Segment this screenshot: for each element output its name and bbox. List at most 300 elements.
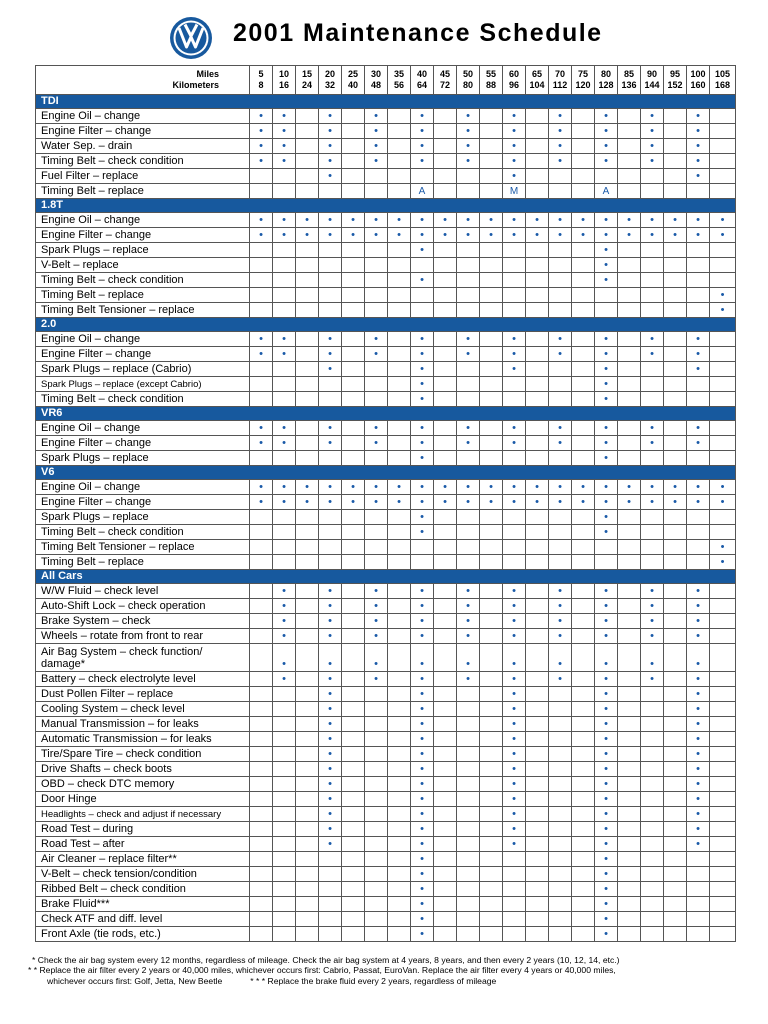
schedule-cell: [503, 392, 526, 407]
schedule-cell: [296, 687, 319, 702]
schedule-cell: [250, 184, 273, 199]
service-label: Headlights – check and adjust if necessary: [36, 807, 250, 822]
schedule-cell: •: [687, 792, 710, 807]
schedule-cell: [572, 629, 595, 644]
interval-miles: 80: [600, 69, 611, 79]
schedule-cell: [434, 614, 457, 629]
schedule-cell: [526, 362, 549, 377]
schedule-cell: •: [595, 822, 618, 837]
schedule-cell: [388, 139, 411, 154]
table-row: [36, 882, 736, 897]
schedule-cell: •: [549, 436, 572, 451]
schedule-cell: [342, 807, 365, 822]
schedule-cell: [526, 377, 549, 392]
service-label: Timing Belt – replace: [36, 288, 250, 303]
schedule-cell: •: [641, 672, 664, 687]
schedule-cell: [457, 362, 480, 377]
schedule-cell: [296, 837, 319, 852]
schedule-cell: [503, 882, 526, 897]
schedule-cell: [388, 599, 411, 614]
schedule-cell: •: [411, 273, 434, 288]
schedule-cell: [365, 392, 388, 407]
schedule-cell: •: [388, 495, 411, 510]
schedule-cell: [618, 717, 641, 732]
schedule-cell: •: [503, 436, 526, 451]
schedule-cell: [250, 377, 273, 392]
schedule-cell: [480, 124, 503, 139]
schedule-cell: •: [411, 837, 434, 852]
schedule-cell: [618, 747, 641, 762]
schedule-cell: •: [503, 732, 526, 747]
schedule-cell: [342, 747, 365, 762]
service-label: Automatic Transmission – for leaks: [36, 732, 250, 747]
schedule-cell: [411, 288, 434, 303]
schedule-cell: •: [595, 154, 618, 169]
schedule-cell: [296, 347, 319, 362]
interval-kilometers: 136: [621, 80, 637, 90]
schedule-cell: [480, 629, 503, 644]
schedule-cell: •: [319, 480, 342, 495]
schedule-cell: [618, 139, 641, 154]
schedule-cell: •: [526, 213, 549, 228]
schedule-cell: [526, 837, 549, 852]
schedule-cell: [595, 303, 618, 318]
schedule-cell: •: [342, 228, 365, 243]
schedule-cell: •: [595, 629, 618, 644]
schedule-cell: [687, 525, 710, 540]
interval-kilometers: 72: [439, 80, 450, 90]
schedule-cell: [710, 912, 736, 927]
schedule-cell: •: [503, 584, 526, 599]
schedule-cell: [434, 777, 457, 792]
schedule-cell: [687, 852, 710, 867]
interval-miles: 35: [393, 69, 404, 79]
schedule-cell: •: [595, 867, 618, 882]
schedule-cell: •: [710, 540, 736, 555]
interval-miles: 60: [508, 69, 519, 79]
schedule-cell: [434, 392, 457, 407]
service-label: Ribbed Belt – check condition: [36, 882, 250, 897]
interval-header: [365, 66, 388, 95]
schedule-cell: [526, 510, 549, 525]
schedule-cell: •: [549, 480, 572, 495]
schedule-cell: [664, 584, 687, 599]
schedule-cell: •: [457, 228, 480, 243]
schedule-cell: [273, 807, 296, 822]
service-label: Manual Transmission – for leaks: [36, 717, 250, 732]
schedule-cell: •: [595, 644, 618, 672]
schedule-cell: [595, 555, 618, 570]
service-label: Engine Filter – change: [36, 495, 250, 510]
schedule-cell: [342, 273, 365, 288]
schedule-cell: [572, 822, 595, 837]
schedule-cell: [664, 837, 687, 852]
schedule-cell: [457, 392, 480, 407]
schedule-cell: [480, 510, 503, 525]
schedule-cell: [503, 867, 526, 882]
schedule-cell: •: [687, 362, 710, 377]
schedule-cell: •: [319, 807, 342, 822]
schedule-cell: [250, 243, 273, 258]
schedule-cell: [572, 510, 595, 525]
schedule-cell: [365, 184, 388, 199]
schedule-cell: [503, 540, 526, 555]
schedule-cell: •: [434, 228, 457, 243]
schedule-cell: [319, 392, 342, 407]
schedule-cell: [618, 629, 641, 644]
schedule-cell: [319, 882, 342, 897]
schedule-cell: •: [687, 124, 710, 139]
schedule-cell: [250, 867, 273, 882]
schedule-cell: [296, 184, 319, 199]
schedule-cell: •: [641, 629, 664, 644]
schedule-cell: •: [273, 629, 296, 644]
schedule-cell: •: [595, 525, 618, 540]
interval-header: [388, 66, 411, 95]
schedule-cell: [618, 777, 641, 792]
schedule-cell: [664, 807, 687, 822]
schedule-cell: [342, 837, 365, 852]
schedule-cell: •: [319, 717, 342, 732]
schedule-cell: •: [595, 687, 618, 702]
schedule-cell: [572, 451, 595, 466]
schedule-cell: [526, 436, 549, 451]
schedule-cell: •: [595, 436, 618, 451]
interval-miles: 30: [370, 69, 381, 79]
table-row: [36, 912, 736, 927]
schedule-cell: [641, 807, 664, 822]
schedule-cell: •: [250, 228, 273, 243]
schedule-cell: •: [411, 213, 434, 228]
schedule-cell: •: [411, 614, 434, 629]
schedule-cell: [641, 717, 664, 732]
schedule-cell: •: [365, 109, 388, 124]
schedule-cell: [526, 525, 549, 540]
schedule-cell: [342, 792, 365, 807]
schedule-cell: •: [549, 584, 572, 599]
schedule-cell: [641, 169, 664, 184]
schedule-cell: •: [365, 213, 388, 228]
schedule-cell: [572, 555, 595, 570]
schedule-cell: [641, 897, 664, 912]
schedule-cell: [388, 154, 411, 169]
schedule-cell: [549, 852, 572, 867]
schedule-cell: [480, 362, 503, 377]
schedule-cell: •: [526, 495, 549, 510]
service-label: Engine Oil – change: [36, 109, 250, 124]
schedule-cell: [572, 687, 595, 702]
schedule-cell: •: [503, 347, 526, 362]
schedule-cell: [434, 897, 457, 912]
schedule-cell: [342, 525, 365, 540]
schedule-cell: [572, 672, 595, 687]
schedule-cell: •: [687, 139, 710, 154]
schedule-cell: [434, 584, 457, 599]
schedule-cell: •: [411, 599, 434, 614]
service-label: V-Belt – replace: [36, 258, 250, 273]
interval-kilometers: 152: [667, 80, 683, 90]
schedule-cell: [710, 154, 736, 169]
schedule-cell: •: [641, 139, 664, 154]
schedule-cell: •: [641, 109, 664, 124]
schedule-cell: [319, 288, 342, 303]
service-label: Timing Belt – replace: [36, 184, 250, 199]
schedule-cell: [480, 421, 503, 436]
table-row: [36, 837, 736, 852]
schedule-cell: [664, 540, 687, 555]
schedule-cell: •: [411, 362, 434, 377]
schedule-cell: •: [273, 644, 296, 672]
schedule-cell: •: [411, 882, 434, 897]
schedule-cell: •: [687, 169, 710, 184]
schedule-cell: [388, 717, 411, 732]
schedule-cell: [342, 644, 365, 672]
schedule-cell: [273, 882, 296, 897]
schedule-cell: [296, 762, 319, 777]
schedule-cell: [687, 867, 710, 882]
service-label: Check ATF and diff. level: [36, 912, 250, 927]
schedule-cell: [480, 139, 503, 154]
schedule-cell: [687, 555, 710, 570]
table-row: [36, 184, 736, 199]
schedule-cell: [641, 762, 664, 777]
schedule-cell: •: [250, 495, 273, 510]
schedule-cell: [273, 747, 296, 762]
schedule-cell: [503, 852, 526, 867]
schedule-cell: •: [595, 347, 618, 362]
schedule-cell: [434, 927, 457, 942]
table-row: [36, 614, 736, 629]
schedule-cell: [457, 303, 480, 318]
schedule-cell: [526, 687, 549, 702]
schedule-cell: [273, 377, 296, 392]
table-row: [36, 258, 736, 273]
schedule-cell: [342, 614, 365, 629]
table-row: [36, 421, 736, 436]
schedule-cell: [664, 762, 687, 777]
schedule-cell: [595, 169, 618, 184]
schedule-cell: [641, 303, 664, 318]
schedule-cell: [342, 762, 365, 777]
schedule-cell: [641, 525, 664, 540]
table-row: [36, 288, 736, 303]
schedule-cell: [434, 792, 457, 807]
schedule-cell: [480, 792, 503, 807]
schedule-cell: [388, 629, 411, 644]
table-row: [36, 672, 736, 687]
schedule-cell: [342, 154, 365, 169]
table-row: [36, 897, 736, 912]
schedule-cell: •: [457, 599, 480, 614]
schedule-cell: [319, 897, 342, 912]
table-row: [36, 243, 736, 258]
schedule-cell: •: [595, 495, 618, 510]
schedule-cell: [549, 288, 572, 303]
schedule-cell: [388, 882, 411, 897]
service-label: Front Axle (tie rods, etc.): [36, 927, 250, 942]
schedule-cell: •: [687, 421, 710, 436]
schedule-cell: [434, 109, 457, 124]
interval-kilometers: 16: [278, 80, 289, 90]
table-row: [36, 629, 736, 644]
schedule-cell: [342, 852, 365, 867]
schedule-cell: [526, 702, 549, 717]
service-label: Cooling System – check level: [36, 702, 250, 717]
schedule-cell: [319, 377, 342, 392]
table-row: [36, 273, 736, 288]
schedule-cell: •: [273, 436, 296, 451]
schedule-cell: [457, 717, 480, 732]
schedule-cell: [641, 852, 664, 867]
schedule-cell: [526, 897, 549, 912]
schedule-cell: •: [595, 897, 618, 912]
schedule-cell: •: [388, 480, 411, 495]
schedule-cell: A: [595, 184, 618, 199]
schedule-cell: [641, 777, 664, 792]
interval-header: [687, 66, 710, 95]
schedule-cell: [319, 927, 342, 942]
interval-kilometers: 80: [462, 80, 473, 90]
schedule-cell: [342, 702, 365, 717]
schedule-cell: [388, 243, 411, 258]
schedule-cell: •: [457, 495, 480, 510]
schedule-cell: [388, 644, 411, 672]
schedule-cell: [549, 837, 572, 852]
schedule-cell: [296, 747, 319, 762]
schedule-cell: [618, 124, 641, 139]
schedule-cell: •: [273, 599, 296, 614]
schedule-cell: •: [296, 213, 319, 228]
schedule-cell: [388, 525, 411, 540]
schedule-cell: [365, 747, 388, 762]
table-row: [36, 525, 736, 540]
schedule-cell: [572, 717, 595, 732]
interval-kilometers: 160: [690, 80, 706, 90]
schedule-cell: [457, 882, 480, 897]
schedule-cell: [710, 184, 736, 199]
schedule-cell: [618, 258, 641, 273]
schedule-cell: •: [457, 644, 480, 672]
schedule-cell: [526, 540, 549, 555]
schedule-cell: [480, 732, 503, 747]
schedule-cell: [342, 687, 365, 702]
schedule-cell: [572, 584, 595, 599]
schedule-cell: [572, 184, 595, 199]
schedule-cell: [411, 540, 434, 555]
schedule-cell: •: [549, 154, 572, 169]
schedule-cell: [526, 852, 549, 867]
schedule-cell: •: [457, 213, 480, 228]
service-label: Timing Belt – check condition: [36, 525, 250, 540]
schedule-cell: [457, 807, 480, 822]
schedule-cell: [273, 540, 296, 555]
schedule-cell: •: [388, 228, 411, 243]
schedule-cell: [618, 362, 641, 377]
schedule-cell: •: [273, 672, 296, 687]
schedule-cell: [526, 169, 549, 184]
schedule-cell: •: [595, 421, 618, 436]
schedule-cell: •: [687, 777, 710, 792]
schedule-cell: •: [411, 852, 434, 867]
schedule-cell: [296, 629, 319, 644]
schedule-cell: [250, 392, 273, 407]
schedule-cell: [618, 867, 641, 882]
schedule-cell: [664, 897, 687, 912]
schedule-cell: •: [572, 213, 595, 228]
interval-kilometers: 128: [598, 80, 614, 90]
schedule-cell: [250, 702, 273, 717]
schedule-cell: [572, 243, 595, 258]
schedule-cell: •: [273, 347, 296, 362]
schedule-cell: [342, 377, 365, 392]
schedule-cell: [365, 897, 388, 912]
schedule-cell: [572, 377, 595, 392]
table-header-row: [36, 66, 736, 95]
schedule-cell: [641, 702, 664, 717]
schedule-cell: [526, 243, 549, 258]
schedule-cell: [503, 927, 526, 942]
schedule-cell: •: [365, 672, 388, 687]
schedule-cell: [296, 807, 319, 822]
schedule-cell: •: [595, 927, 618, 942]
schedule-cell: [710, 882, 736, 897]
schedule-cell: •: [319, 495, 342, 510]
schedule-cell: [296, 288, 319, 303]
schedule-cell: •: [549, 109, 572, 124]
schedule-cell: [618, 540, 641, 555]
schedule-cell: •: [595, 852, 618, 867]
schedule-cell: •: [365, 154, 388, 169]
schedule-cell: [388, 687, 411, 702]
schedule-cell: [457, 288, 480, 303]
schedule-cell: [388, 288, 411, 303]
interval-kilometers: 104: [529, 80, 545, 90]
schedule-cell: [526, 614, 549, 629]
schedule-cell: •: [365, 228, 388, 243]
schedule-cell: [526, 822, 549, 837]
table-row: [36, 436, 736, 451]
section-title: TDI: [36, 95, 736, 109]
schedule-cell: [388, 584, 411, 599]
schedule-cell: [296, 555, 319, 570]
table-row: [36, 792, 736, 807]
schedule-cell: •: [457, 480, 480, 495]
schedule-cell: •: [641, 124, 664, 139]
schedule-cell: [342, 347, 365, 362]
interval-header: [411, 66, 434, 95]
schedule-cell: •: [503, 717, 526, 732]
schedule-cell: [319, 912, 342, 927]
schedule-cell: [342, 109, 365, 124]
schedule-cell: [365, 377, 388, 392]
schedule-cell: [250, 807, 273, 822]
table-row: [36, 644, 736, 672]
schedule-cell: [572, 273, 595, 288]
schedule-cell: •: [687, 480, 710, 495]
schedule-cell: •: [319, 822, 342, 837]
service-label: OBD – check DTC memory: [36, 777, 250, 792]
table-row: [36, 109, 736, 124]
schedule-cell: •: [411, 807, 434, 822]
schedule-cell: •: [457, 584, 480, 599]
schedule-cell: [342, 169, 365, 184]
schedule-cell: [480, 717, 503, 732]
schedule-cell: •: [411, 822, 434, 837]
service-label: Engine Oil – change: [36, 480, 250, 495]
schedule-cell: [526, 451, 549, 466]
schedule-cell: [250, 927, 273, 942]
schedule-cell: [710, 169, 736, 184]
